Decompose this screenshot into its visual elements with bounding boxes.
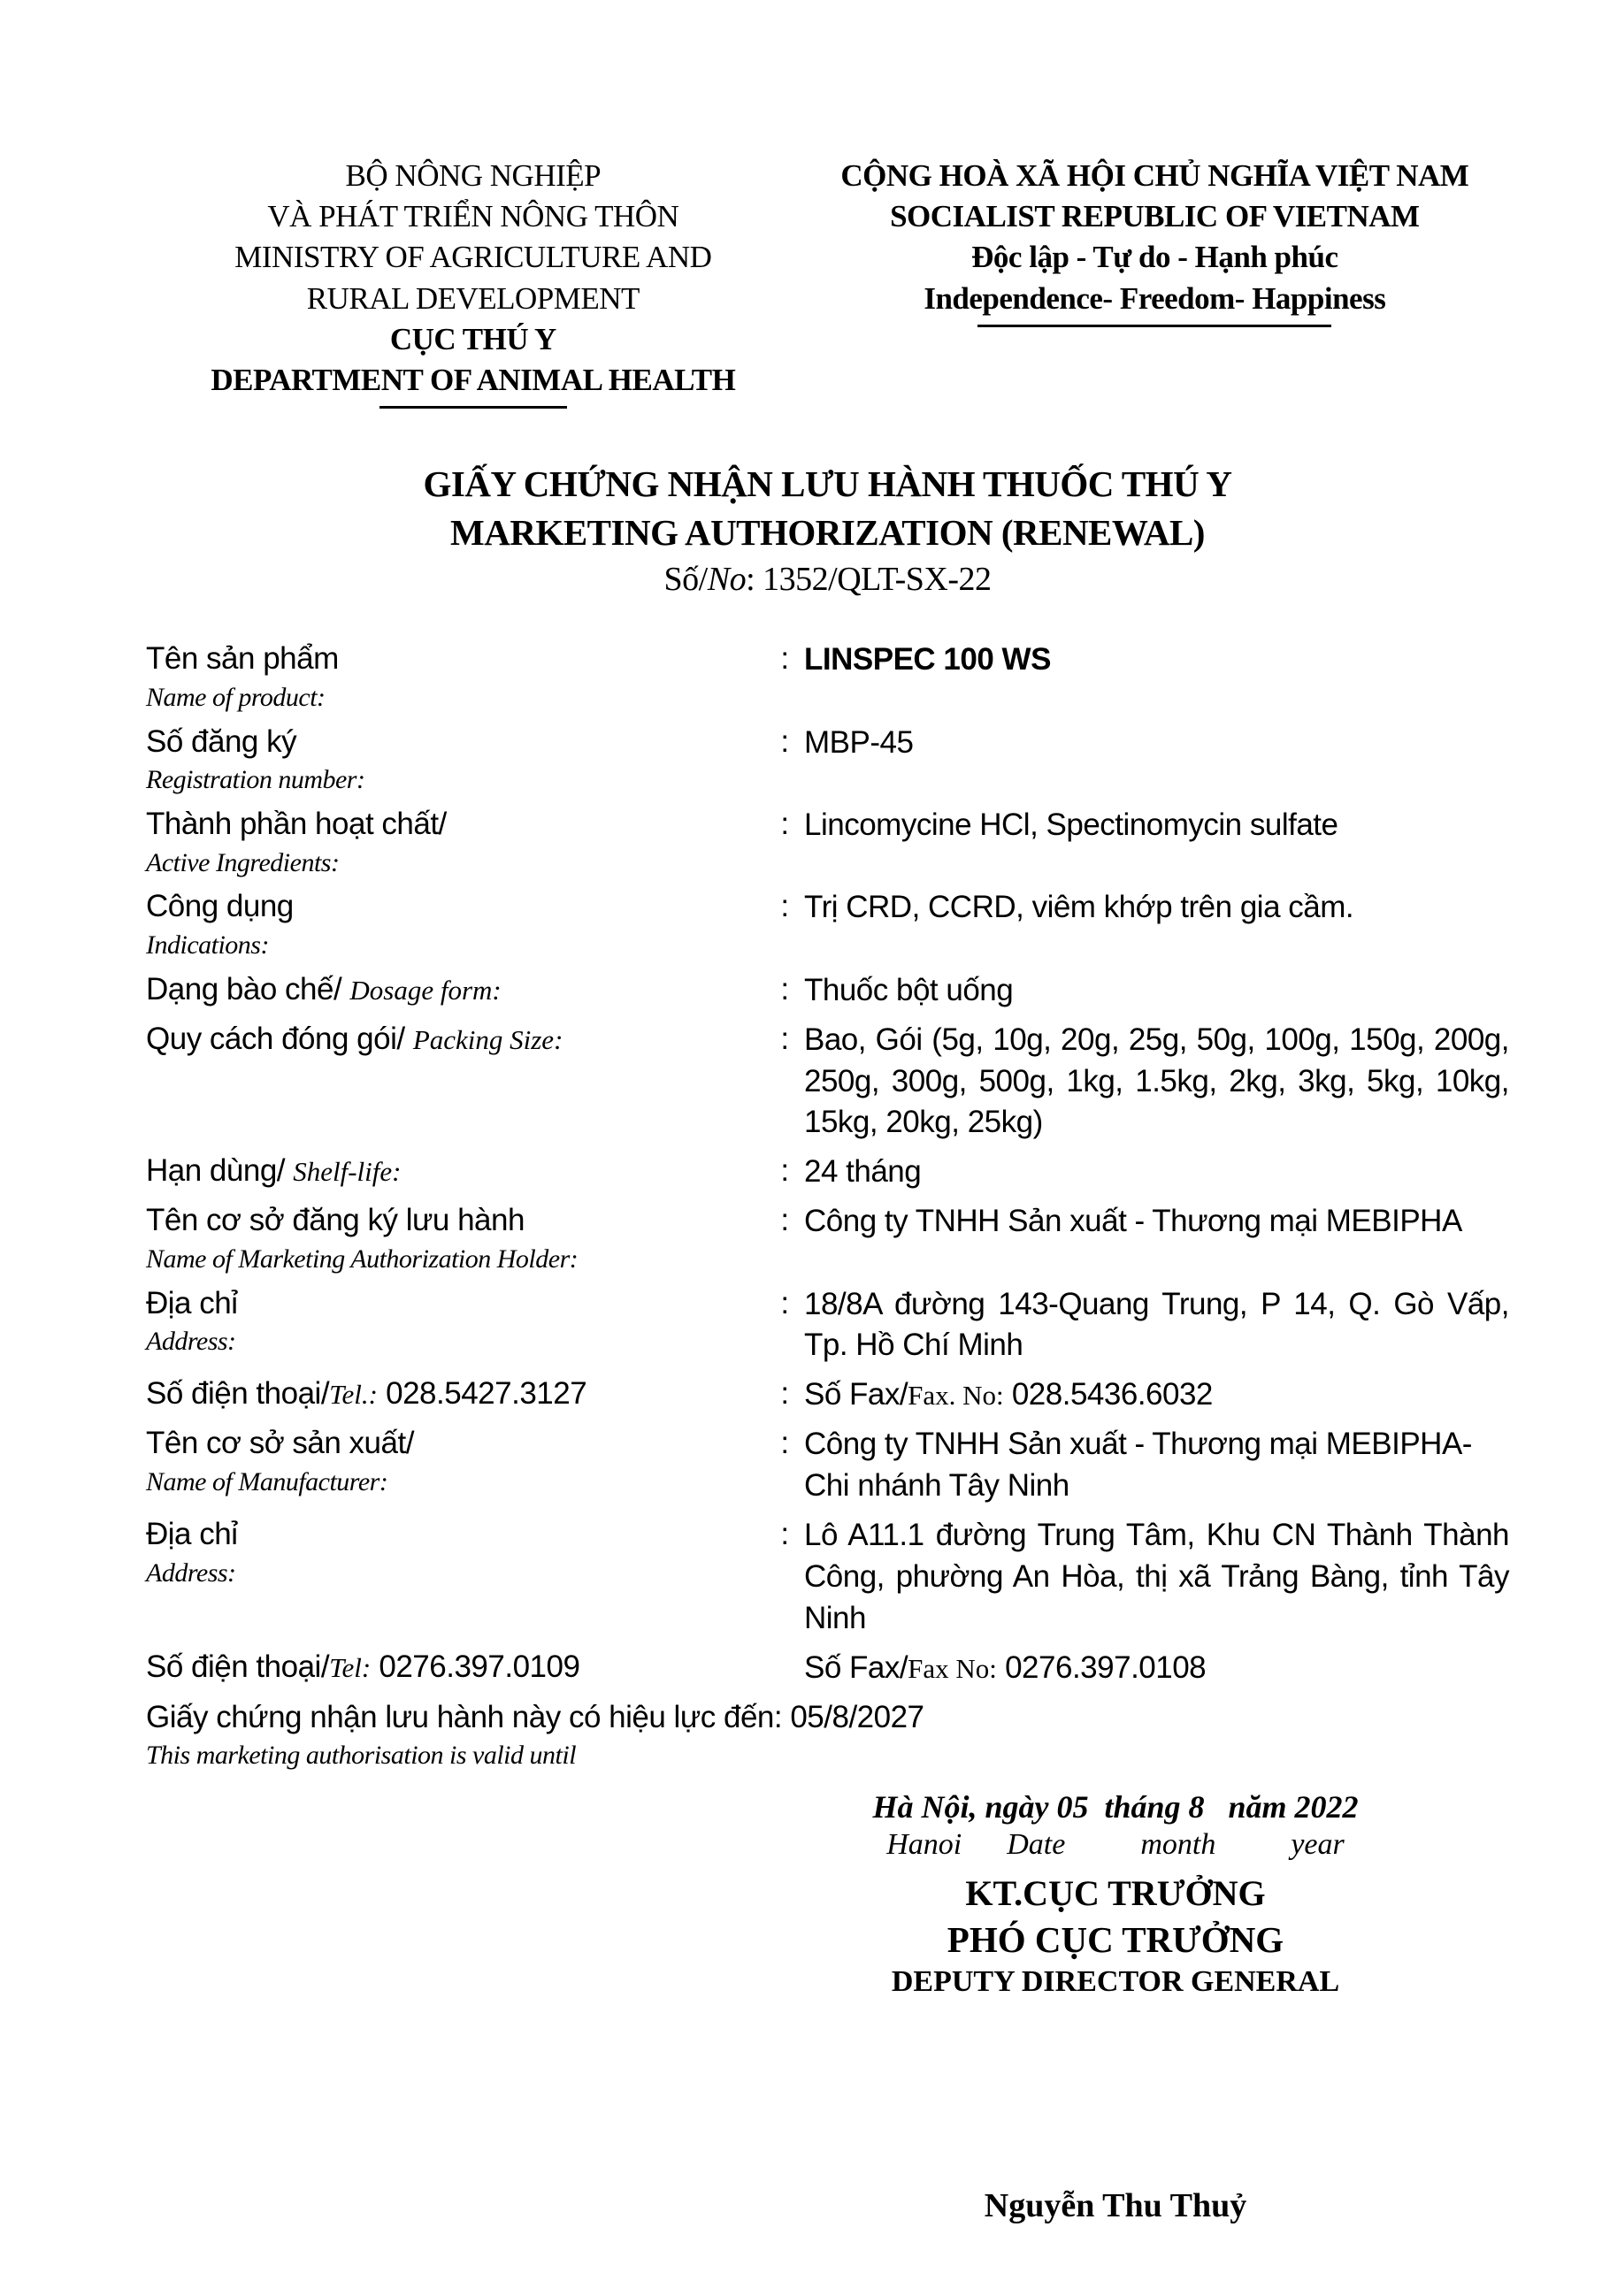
field-label: Số điện thoại/Tel: 0276.397.0109 [146,1649,580,1684]
field-value: Lincomycine HCl, Spectinomycin sulfate [804,807,1338,842]
row-shelf-life [146,1152,1509,1193]
field-label: Tên sản phẩm Name of product: [146,641,339,712]
row-indications [146,887,1509,961]
field-colon: : [780,1376,789,1412]
validity-text-en: This marketing authorisation is valid until [146,1741,577,1771]
row-manufacturer-name [146,1424,1509,1507]
row-active-ingredients [146,805,1509,879]
signer-title-en: DEPUTY DIRECTOR GENERAL [891,1965,1340,1999]
signer-name: Nguyễn Thu Thuỷ [984,2187,1247,2225]
motto-vi: Độc lập - Tự do - Hạnh phúc [971,240,1338,275]
field-value: Công ty TNHH Sản xuất - Thương mại MEBIPHA- Chi nhánh Tây Ninh [804,1427,1472,1504]
field-label: Tên cơ sở đăng ký lưu hành Name of Marketing Authorization Holder: [146,1203,579,1274]
field-label: Hạn dùng/ Shelf-life: [146,1153,402,1189]
field-value: Công ty TNHH Sản xuất - Thương mại MEBIPHA [804,1204,1462,1239]
row-packing-size [146,1020,1509,1144]
field-colon: : [780,723,789,759]
field-label: Tên cơ sở sản xuất/ Name of Manufacturer: [146,1426,414,1497]
number-label-vi: Số/ [663,561,708,599]
field-label: Quy cách đóng gói/ Packing Size: [146,1021,563,1056]
certificate-title-vi: GIẤY CHỨNG NHẬN LƯU HÀNH THUỐC THÚ Y [423,463,1232,505]
national-motto-block [801,156,1509,409]
signature-place-date-vi: Hà Nội, ngày 05 tháng 8 năm 2022 [872,1789,1359,1825]
ministry-name-en-line1: MINISTRY OF AGRICULTURE AND [234,240,712,275]
row-manufacturer-address [146,1515,1509,1640]
republic-name-vi: CỘNG HOÀ XÃ HỘI CHỦ NGHĨA VIỆT NAM [840,158,1469,193]
row-holder-phone-fax [146,1374,1509,1416]
field-colon: : [780,806,789,841]
field-colon: : [780,1203,789,1238]
number-value: : 1352/QLT-SX-22 [746,561,992,599]
validity-note [146,1697,1509,1772]
field-value: LINSPEC 100 WS [804,642,1051,677]
certificate-number [146,560,1509,599]
row-dosage-form [146,970,1509,1012]
issuing-authority-block [146,156,801,409]
field-colon: : [780,641,789,677]
certificate-title-en: MARKETING AUTHORIZATION (RENEWAL) [450,511,1205,553]
field-label: Số điện thoại/Tel.: 028.5427.3127 [146,1376,587,1412]
field-value: Số Fax/Fax No: 0276.397.0108 [804,1649,1207,1685]
number-label-en: No [707,561,747,599]
department-name-vi: CỤC THÚ Y [389,321,556,356]
ministry-name-en-line2: RURAL DEVELOPMENT [306,280,640,316]
validity-text-vi: Giấy chứng nhận lưu hành này có hiệu lực đến: 05/8/2027 [146,1699,924,1734]
field-colon: : [780,1021,789,1056]
header-right-divider [977,325,1331,327]
field-value: 18/8A đường 143-Quang Trung, P 14, Q. Gò Vấp, Tp. Hồ Chí Minh [804,1286,1509,1363]
motto-en: Independence- Freedom- Happiness [924,280,1386,316]
field-colon: : [780,1153,789,1189]
field-label: Thành phần hoạt chất/ Active Ingredients: [146,806,447,877]
field-colon: : [780,971,789,1006]
field-value: MBP-45 [804,724,914,760]
field-value: Trị CRD, CCRD, viêm khớp trên gia cầm. [804,890,1354,925]
signature-block [770,1788,1460,2225]
ministry-name-vi-line1: BỘ NÔNG NGHIỆP [345,158,602,193]
field-label: Số đăng ký Registration number: [146,723,365,795]
certificate-title-block [146,460,1509,599]
row-authorization-holder [146,1201,1509,1275]
row-registration-number [146,723,1509,797]
field-value: Lô A11.1 đường Trung Tâm, Khu CN Thành Thành Công, phường An Hòa, thị xã Trảng Bàng, tỉnh Tây Ninh [804,1518,1509,1635]
field-value: Thuốc bột uống [804,972,1014,1007]
field-label: Địa chỉ Address: [146,1285,238,1357]
ministry-name-vi-line2: VÀ PHÁT TRIỂN NÔNG THÔN [267,199,679,234]
republic-name-en: SOCIALIST REPUBLIC OF VIETNAM [890,199,1420,234]
certificate-fields [146,639,1509,1688]
row-product-name [146,639,1509,714]
signer-title-vi-line1: KT.CỤC TRƯỞNG [965,1873,1266,1914]
row-holder-address [146,1284,1509,1367]
field-label: Dạng bào chế/ Dosage form: [146,971,502,1006]
header-left-divider [379,406,567,409]
field-label: Địa chỉ Address: [146,1517,238,1588]
department-name-en: DEPARTMENT OF ANIMAL HEALTH [211,362,736,397]
field-colon: : [780,1517,789,1552]
field-colon: : [780,1426,789,1461]
field-value: Số Fax/Fax. No: 028.5436.6032 [804,1377,1213,1412]
signature-place-date-en: Hanoi Date month year [886,1828,1345,1862]
row-manufacturer-phone-fax [146,1648,1509,1689]
field-colon: : [780,1285,789,1320]
signer-title-vi-line2: PHÓ CỤC TRƯỞNG [947,1919,1284,1961]
document-header [146,156,1509,409]
field-colon: : [780,889,789,924]
field-value: 24 tháng [804,1154,922,1190]
field-value: Bao, Gói (5g, 10g, 20g, 25g, 50g, 100g, 150g, 200g, 250g, 300g, 500g, 1kg, 1.5kg, 2kg, 3kg, 5kg, 10kg, 15kg, 20kg, 25kg) [804,1022,1509,1140]
field-label: Công dụng Indications: [146,889,294,960]
